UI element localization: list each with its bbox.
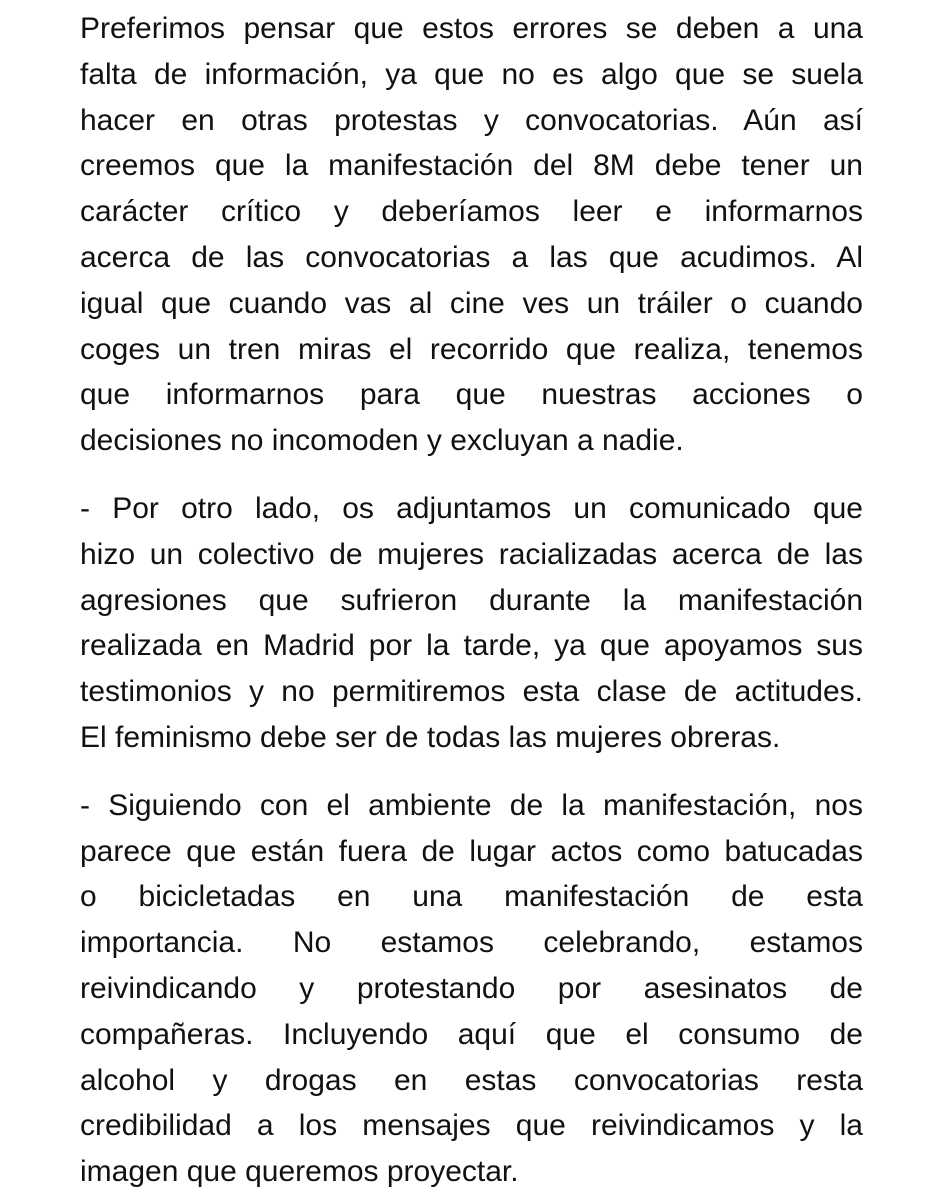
text-line: reivindicando y protestando por asesinatos de [80,971,863,1005]
text-line: Preferimos pensar que estos errores se deben a una [80,12,863,45]
text-line: parece que están fuera de lugar actos como batucadas [80,834,863,868]
text-line: - Siguiendo con el ambiente de la manifestación, nos [80,788,863,822]
text-line: creemos que la manifestación del 8M debe tener un [80,149,863,183]
paragraph-gap [80,464,863,486]
paragraph-2 [80,486,863,761]
text-line: falta de información, ya que no es algo que se suela [80,57,863,91]
text-line: hacer en otras protestas y convocatorias. Aún así [80,103,863,137]
text-line: igual que cuando vas al cine ves un tráiler o cuando [80,286,863,320]
text-line: agresiones que sufrieron durante la manifestación [80,583,863,617]
text-line: acerca de las convocatorias a las que acudimos. Al [80,240,863,274]
document-page [80,6,863,1195]
text-line: o bicicletadas en una manifestación de esta [80,880,863,914]
paragraph-gap [80,761,863,783]
text-line: coges un tren miras el recorrido que realiza, tenemos [80,332,863,366]
text-line: carácter crítico y deberíamos leer e informarnos [80,195,863,229]
text-line: realizada en Madrid por la tarde, ya que apoyamos sus [80,629,863,663]
text-line: - Por otro lado, os adjuntamos un comunicado que [80,491,863,525]
paragraph-3 [80,783,863,1195]
text-line: imagen que queremos proyectar. [80,1155,519,1189]
text-line: que informarnos para que nuestras acciones o [80,378,863,412]
text-line: testimonios y no permitiremos esta clase de actitudes. [80,675,863,709]
text-line: alcohol y drogas en estas convocatorias resta [80,1063,863,1097]
text-line: decisiones no incomoden y excluyan a nadie. [80,424,684,458]
paragraph-1 [80,6,863,464]
text-line: El feminismo debe ser de todas las mujeres obreras. [80,720,781,754]
text-line: hizo un colectivo de mujeres racializadas acerca de las [80,537,863,571]
text-line: importancia. No estamos celebrando, estamos [80,926,863,960]
text-line: compañeras. Incluyendo aquí que el consumo de [80,1017,863,1051]
text-line: credibilidad a los mensajes que reivindicamos y la [80,1109,863,1143]
